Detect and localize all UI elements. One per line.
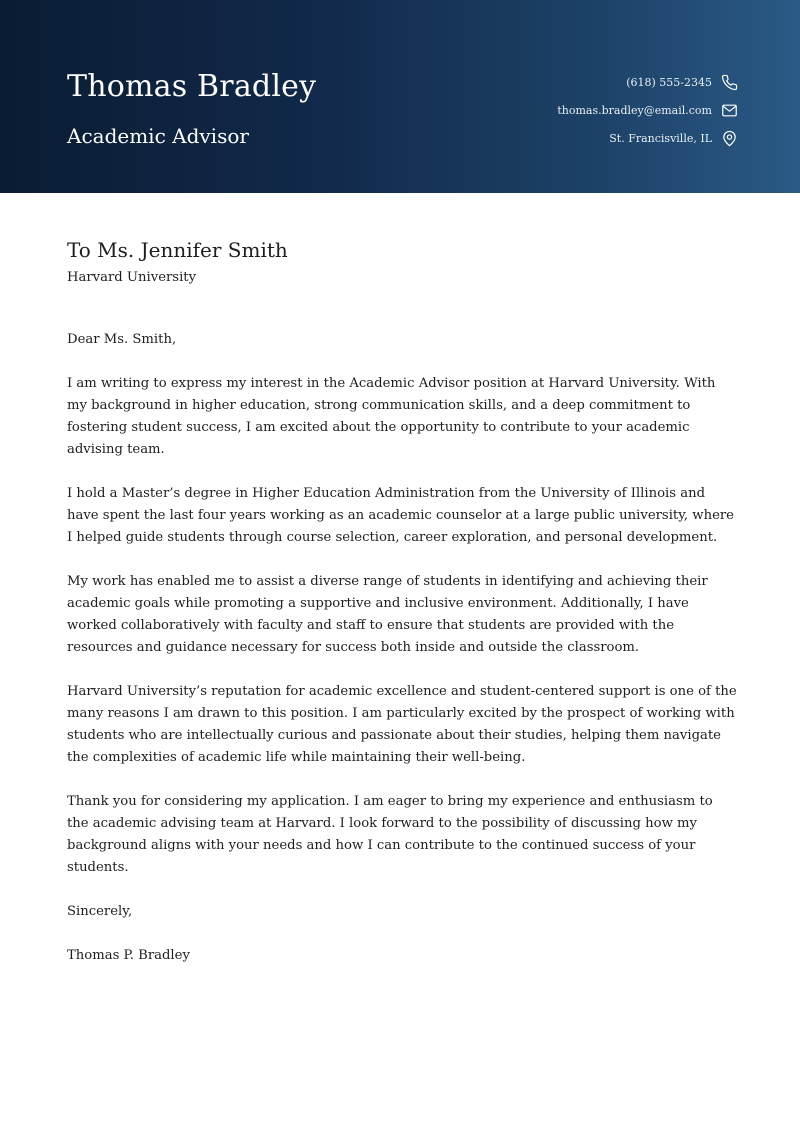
paragraph-intro: I am writing to express my interest in the Academic Advisor position at Harvard University. With my background in higher education, strong communication skills, and a deep commitment to fostering student success, I am excited about the opportunity to contribute to your academic advising team. [67, 376, 716, 457]
paragraph-education: I hold a Master’s degree in Higher Education Administration from the University of Illinois and have spent the last four years working as an academic counselor at a large public university, where I helped guide students through course selection, career exploration, and personal development. [67, 486, 734, 545]
contact-phone[interactable] [392, 68, 712, 96]
phone-icon [721, 74, 738, 91]
paragraph-conclusion: Thank you for considering my application. I am eager to bring my experience and enthusiasm to the academic advising team at Harvard. I look forward to the possibility of discussing how my background aligns with your needs and how I can contribute to the continued success of your students. [67, 794, 713, 875]
paragraph-experience: My work has enabled me to assist a diverse range of students in identifying and achieving their academic goals while promoting a supportive and inclusive environment. Additionally, I have worked collaboratively with faculty and staff to ensure that students are provided with the resources and guidance necessary for success both inside and outside the classroom. [67, 574, 708, 655]
signature: Thomas P. Bradley [67, 948, 190, 963]
contact-location [392, 124, 712, 152]
applicant-name: Thomas Bradley [67, 69, 317, 104]
applicant-title: Academic Advisor [67, 124, 249, 148]
location-pin-icon [721, 130, 738, 147]
phone-text: (618) 555-2345 [626, 75, 712, 89]
recipient-name: To Ms. Jennifer Smith [67, 238, 288, 262]
email-text: thomas.bradley@email.com [557, 103, 712, 117]
header-banner [0, 0, 800, 193]
location-text: St. Francisville, IL [609, 131, 712, 145]
contact-block [392, 68, 712, 152]
recipient-organization: Harvard University [67, 270, 197, 285]
greeting: Dear Ms. Smith, [67, 332, 177, 347]
closing: Sincerely, [67, 904, 133, 919]
contact-email[interactable] [392, 96, 712, 124]
paragraph-motivation: Harvard University’s reputation for academic excellence and student-centered support is one of the many reasons I am drawn to this position. I am particularly excited by the prospect of working with students who are intellectually curious and passionate about their studies, helping them navigate the complexities of academic life while maintaining their well-being. [67, 684, 737, 765]
letter-body [67, 232, 737, 989]
mail-icon [721, 102, 738, 119]
